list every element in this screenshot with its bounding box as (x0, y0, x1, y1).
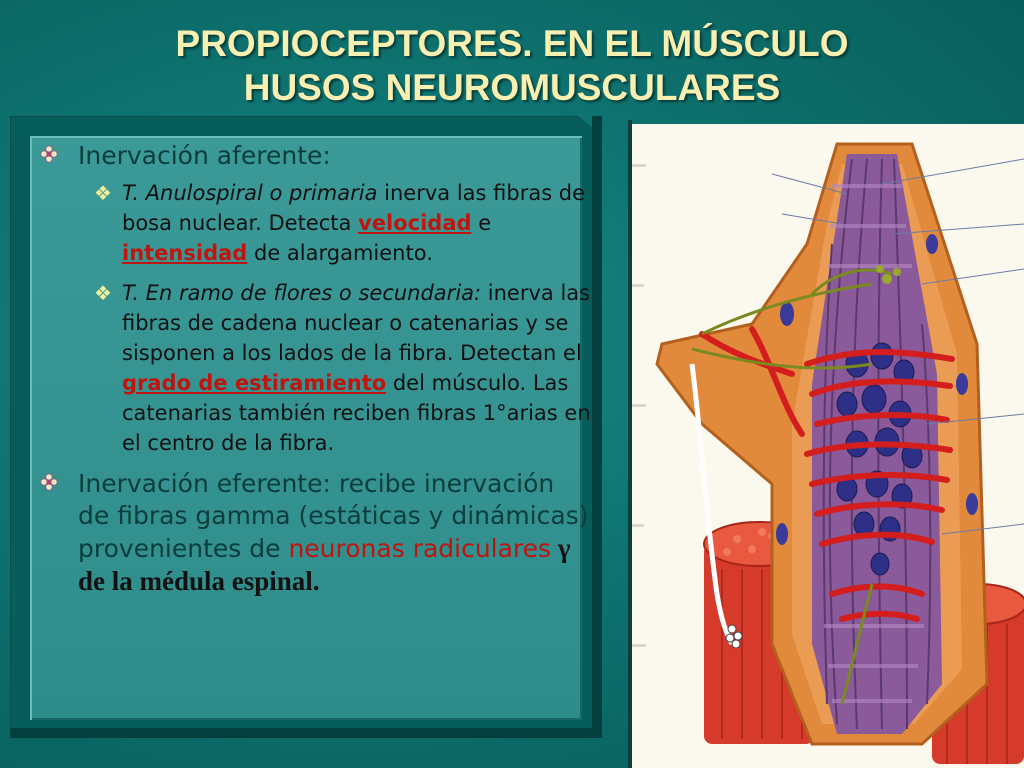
title-line-1: PROPIOCEPTORES. EN EL MÚSCULO (175, 23, 849, 64)
secondary-text-2: del músculo. Las catenarias también reciben fibras 1°arias en el centro de la fibra. (122, 371, 591, 455)
velocidad-term: velocidad (358, 211, 472, 235)
secondary-text-1: inerva las fibras de cadena nuclear o catenarias y se sisponen a los lados de la fibra. Detectan el (122, 281, 591, 365)
title-line-2: HUSOS NEUROMUSCULARES (243, 67, 781, 108)
gamma-term: γ de la médula espinal. (78, 533, 571, 596)
diamond-bullet-icon: ❖ (94, 181, 112, 205)
neuronas-term: neuronas radiculares (288, 534, 552, 563)
bullet-efferent (40, 468, 592, 598)
afferent-heading: Inervación aferente: (78, 141, 331, 170)
bullet-primary (40, 178, 592, 268)
grado-term: grado de estiramiento (122, 371, 387, 395)
primary-text-2: de alargamiento. (247, 241, 433, 265)
secondary-name: T. En ramo de flores o secundaria: (122, 281, 482, 305)
slide-content (40, 140, 592, 598)
diamond-bullet-icon: ❖ (94, 281, 112, 305)
primary-name: T. Anulospiral o primaria (122, 181, 378, 205)
primary-conj: e (471, 211, 492, 235)
slide-title (0, 22, 1024, 110)
efferent-text: Inervación eferente: recibe inervación de fibras gamma (estáticas y dinámicas) provenientes de (78, 469, 589, 563)
bullet-afferent (40, 140, 592, 172)
flower-bullet-icon (40, 473, 58, 491)
muscle-spindle-illustration (632, 124, 1024, 768)
muscle-spindle-drawing (632, 124, 1024, 768)
flower-bullet-icon (40, 145, 58, 163)
bullet-secondary (40, 278, 592, 458)
primary-text-1: inerva las fibras de bosa nuclear. Detecta (122, 181, 586, 235)
intensidad-term: intensidad (122, 241, 248, 265)
